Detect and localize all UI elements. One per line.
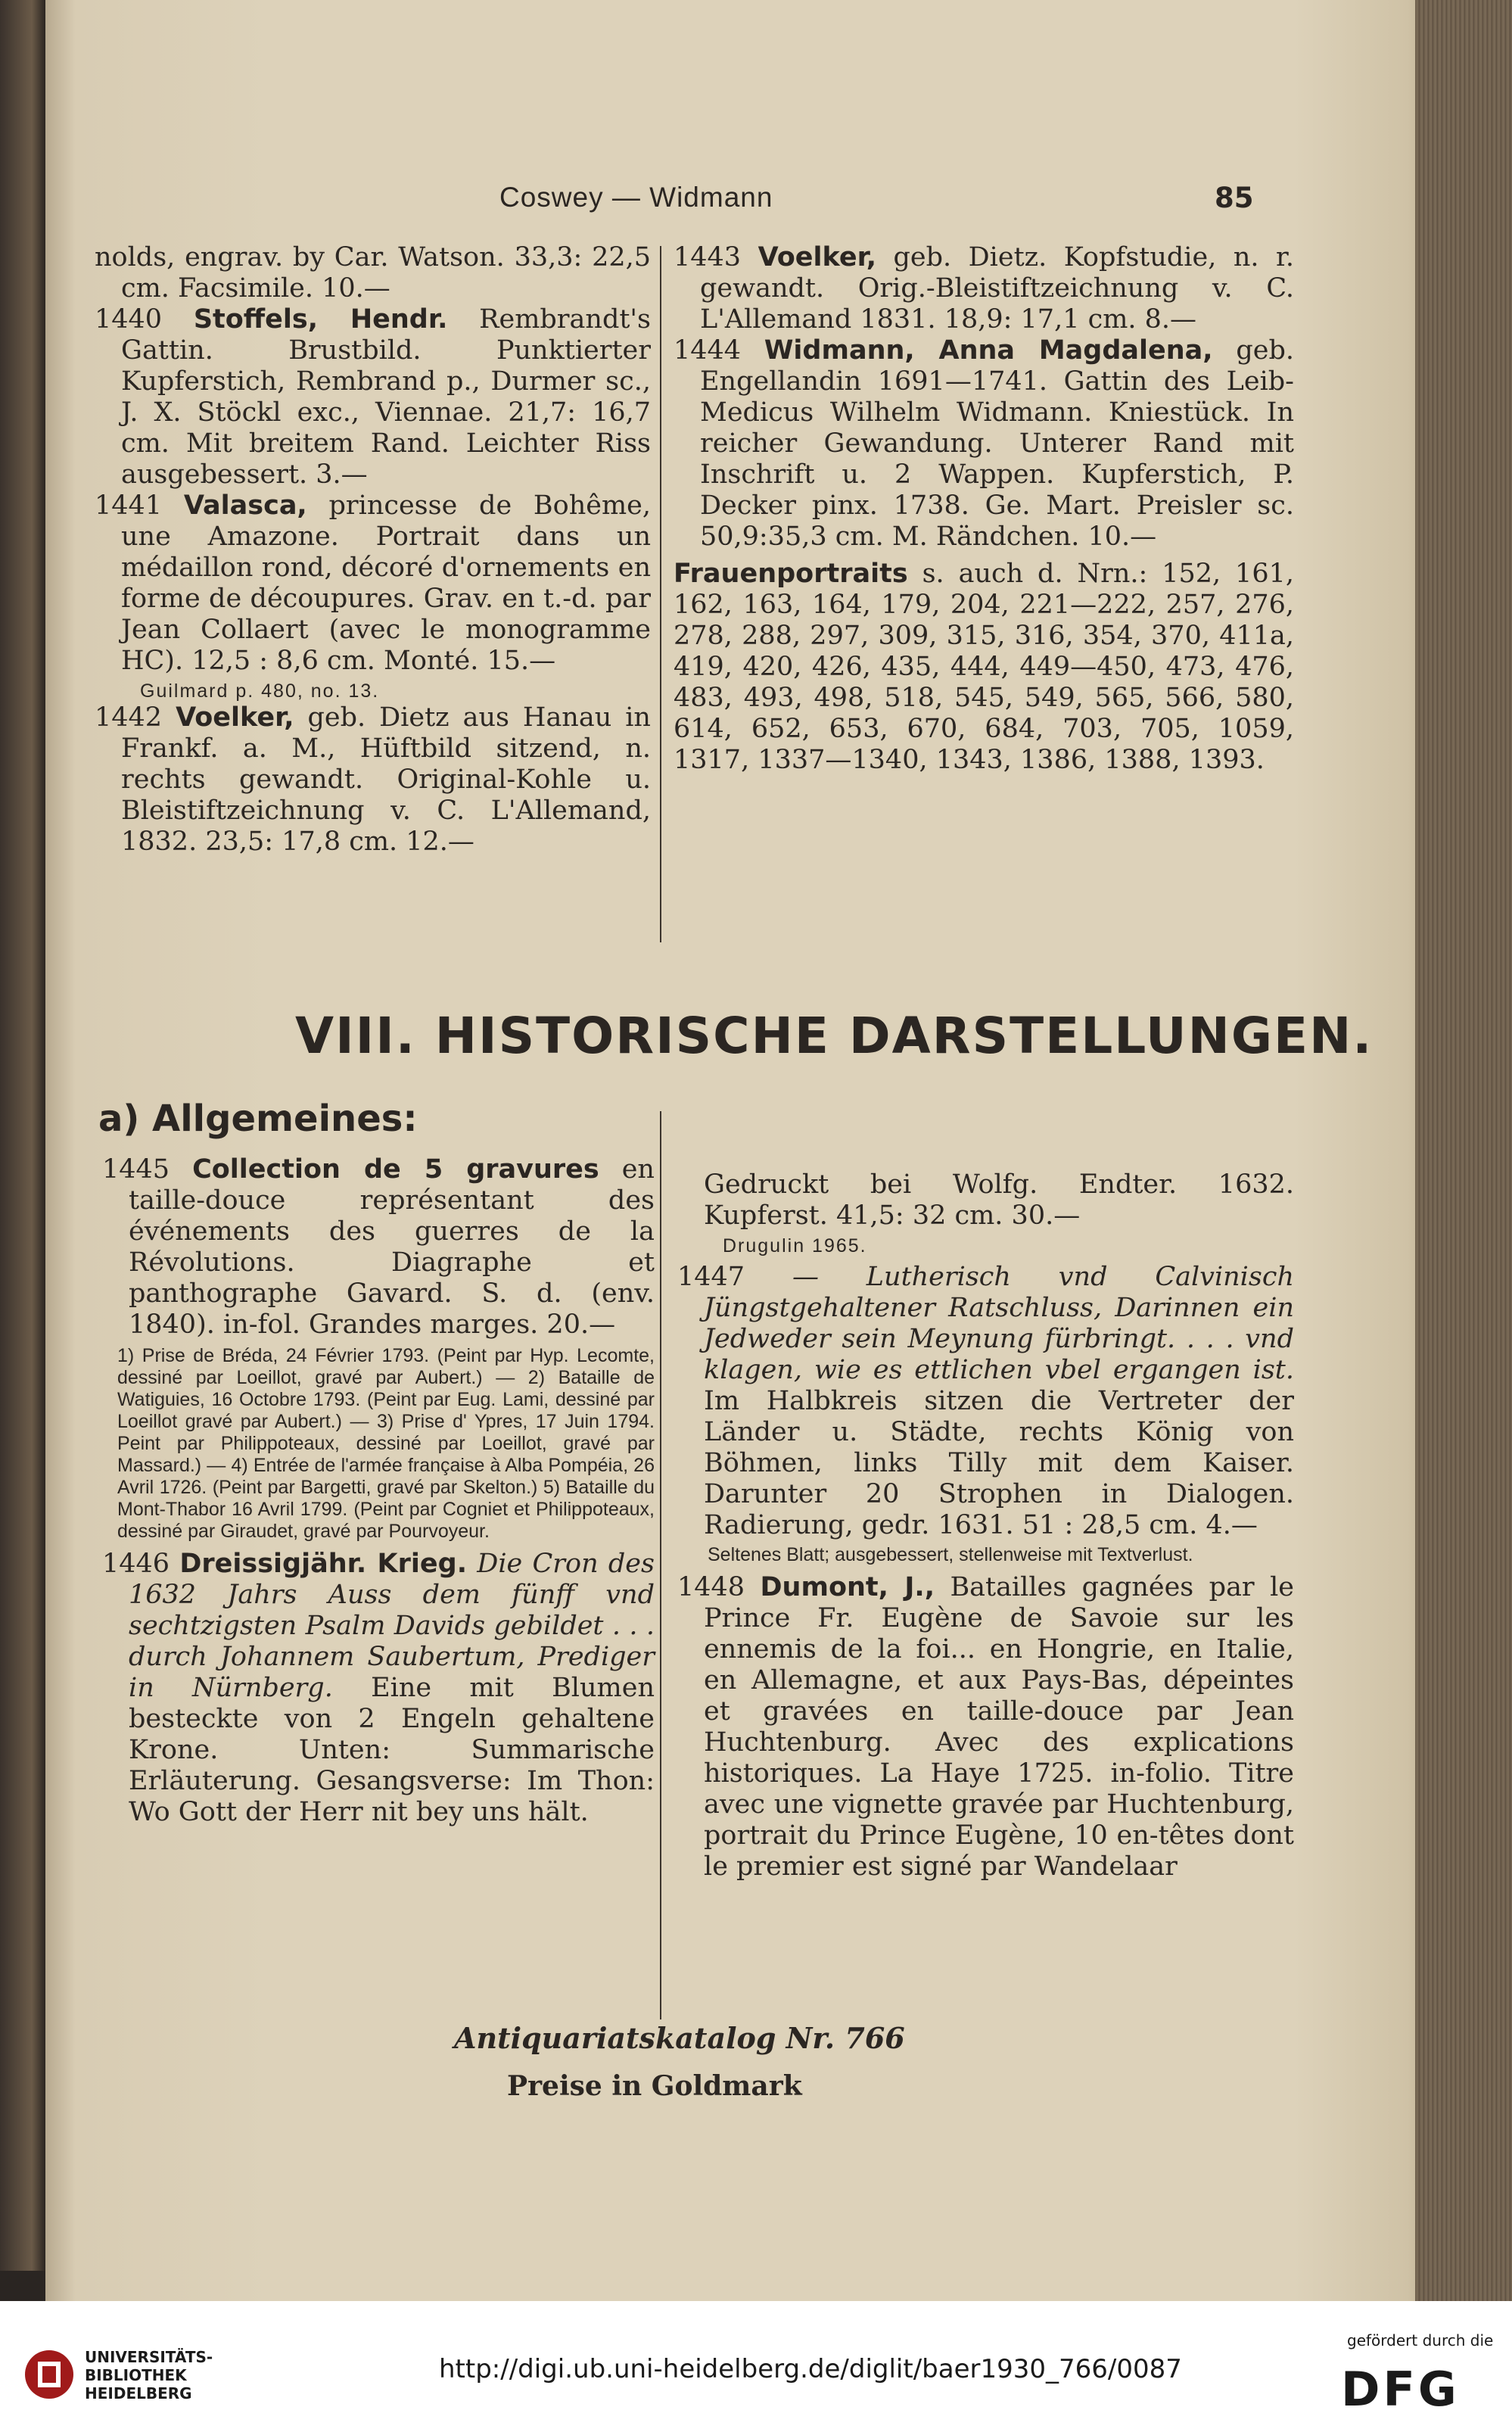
- entry-text: Rembrandt's Gattin. Brustbild. Punktierter Kupferstich, Rembrand p., Durmer sc., J. X. Stöckl exc., Viennae. 21,7: 16,7 cm. Mit breitem Rand. Leichter Riss ausgebessert. 3.—: [121, 304, 651, 490]
- catalog-entry: [677, 1262, 1294, 1541]
- entry-number: 1441: [95, 490, 163, 521]
- catalog-entry: [102, 1549, 655, 1828]
- university-seal-icon: [23, 2348, 76, 2401]
- entry-text: princesse de Bohême, une Amazone. Portrait dans un médaillon rond, décoré d'ornements en forme de découpures. Grav. en t.-d. par Jean Collaert (avec le monogramme HC). 12,5 : 8,6 cm. Monté. 15.—: [121, 490, 651, 676]
- page-number: 85: [1215, 182, 1254, 214]
- entry-text: s. auch d. Nrn.: 152, 161, 162, 163, 164, 179, 204, 221—222, 257, 276, 278, 288, 297, 309, 315, 316, 354, 370, 411a, 419, 420, 426, 435, 444, 449—450, 473, 476, 483, 493, 498, 518, 545, 549, 565, 566, 580, 614, 652, 653, 670, 684, 703, 705, 1059, 1317, 1337—1340, 1343, 1386, 1388, 1393.: [674, 559, 1294, 775]
- entry-text: Im Halbkreis sitzen die Vertreter der Länder u. Städte, rechts König von Böhmen, links Tilly mit dem Kaiser. Darunter 20 Strophen in Dialogen. Radierung, gedr. 1631. 51 : 28,5 cm. 4.—: [704, 1386, 1294, 1540]
- entry-number: 1445: [102, 1154, 170, 1185]
- entry-name: Dumont, J.,: [760, 1572, 935, 1602]
- dfg-logo: DFG: [1341, 2362, 1460, 2417]
- entry-name: Voelker,: [176, 702, 294, 733]
- entry-text: Batailles gagnées par le Prince Fr. Eugène de Savoie sur les ennemis de la foi... en Hongrie, en Italie, en Allemagne, et aux Pays-Bas, dépeintes et gravées en taille-douce par Jean Huchtenburg. Avec des explications historiques. La Haye 1725. in-folio. Titre avec une vignette gravée par Huchtenburg, portrait du Prince Eugène, 10 en-têtes dont le premier est signé par Wandelaar: [704, 1572, 1294, 1882]
- university-name: UNIVERSITÄTS- BIBLIOTHEK HEIDELBERG: [85, 2348, 213, 2402]
- entry-text: Gedruckt bei Wolfg. Endter. 1632. Kupferst. 41,5: 32 cm. 30.—: [704, 1169, 1294, 1231]
- catalog-page: [45, 0, 1468, 2301]
- entry-text: geb. Engellandin 1691—1741. Gattin des Leib-Medicus Wilhelm Widmann. Kniestück. In reicher Gewandung. Unterer Rand mit Inschrift u. 2 Wappen. Kupferstich, P. Decker pinx. 1738. Ge. Mart. Preisler sc. 50,9:35,3 cm. M. Rändchen. 10.—: [700, 335, 1294, 552]
- cross-reference: [674, 559, 1294, 776]
- entry-note: 1) Prise de Bréda, 24 Février 1793. (Peint par Hyp. Lecomte, dessiné par Loeillot, gravé par Aubert.) — 2) Bataille de Watiguies, 16 Octobre 1793. (Peint par Eug. Lami, dessiné par Loeillot gravé par Aubert.) — 3) Prise d' Ypres, 17 Juin 1794. Peint par Philippoteaux, dessiné par Loeillot, gravé par Massard.) — 4) Entrée de l'armée française à Alba Pompéia, 26 Avril 1726. (Peint par Bargetti, gravé par Skelton.) 5) Bataille du Mont-Thabor 16 Avril 1799. (Peint par Cogniet et Philippoteaux, dessiné par Giraudet, gravé par Pourvoyeur.: [117, 1345, 655, 1542]
- bibliographic-reference: Drugulin 1965.: [723, 1235, 867, 1256]
- catalog-entry: [95, 242, 651, 304]
- entry-text: nolds, engrav. by Car. Watson. 33,3: 22,5 cm. Facsimile. 10.—: [95, 242, 651, 304]
- entry-number: 1448: [677, 1572, 745, 1602]
- catalog-entry: [102, 1154, 655, 1341]
- book-edge: [1415, 0, 1512, 2301]
- bottom-left-column: [102, 1154, 655, 1828]
- entry-text: en taille-douce représentant des événements des guerres de la Révolutions. Diagraphe et panthographe Gavard. S. d. (env. 1840). in-fol. Grandes marges. 20.—: [129, 1154, 655, 1340]
- entry-text: Eine mit Blumen besteckte von 2 Engeln gehaltene Krone. Unten: Summarische Erläuterung. Gesangsverse: Im Thon: Wo Gott der Herr nit bey uns hält.: [129, 1673, 655, 1827]
- entry-note: Seltenes Blatt; ausgebessert, stellenweise mit Textverlust.: [708, 1544, 1193, 1565]
- prices-footer: Preise in Goldmark: [507, 2070, 802, 2102]
- column-divider: [660, 1111, 661, 2019]
- entry-number: 1440: [95, 304, 163, 335]
- entry-name: Dreissigjähr. Krieg.: [179, 1549, 467, 1579]
- digitization-banner: [0, 2301, 1512, 2432]
- entry-title: Die Cron des 1632 Jahrs Auss dem fünff vnd sechtzigsten Psalm Davids gebildet . . . durch Johannem Saubertum, Prediger in Nürnberg.: [129, 1549, 655, 1703]
- sponsor-label: gefördert durch die: [1347, 2331, 1494, 2349]
- entry-continuation: [677, 1169, 1294, 1232]
- adjacent-page-edge: [0, 0, 45, 2271]
- entry-name: Collection de 5 gravures: [192, 1154, 599, 1185]
- entry-name: Frauenportraits: [674, 559, 908, 589]
- catalog-entry: [95, 490, 651, 677]
- running-title: Coswey — Widmann: [499, 182, 773, 213]
- entry-text: geb. Dietz. Kopfstudie, n. r. gewandt. Orig.-Bleistiftzeichnung v. C. L'Allemand 1831. 18,9: 17,1 cm. 8.—: [700, 242, 1294, 335]
- catalog-entry: [674, 242, 1294, 335]
- entry-text: geb. Dietz aus Hanau in Frankf. a. M., Hüftbild sitzend, n. rechts gewandt. Original-Kohle u. Bleistiftzeichnung v. C. L'Allemand, 1832. 23,5: 17,8 cm. 12.—: [121, 702, 651, 857]
- entry-name: Stoffels, Hendr.: [193, 304, 448, 335]
- entry-number: 1444: [674, 335, 742, 366]
- subsection-title: a) Allgemeines:: [98, 1098, 418, 1140]
- entry-name: Valasca,: [183, 490, 307, 521]
- catalog-entry: [95, 702, 651, 858]
- column-divider: [660, 246, 661, 942]
- entry-number: 1447: [677, 1262, 745, 1292]
- catalog-footer: Antiquariatskatalog Nr. 766: [454, 2021, 905, 2055]
- catalog-entry: [95, 304, 651, 490]
- page-header: [45, 182, 1468, 227]
- entry-name: Voelker,: [758, 242, 877, 272]
- top-left-column: [95, 242, 651, 858]
- catalog-entry: [674, 335, 1294, 553]
- entry-title: — Lutherisch vnd Calvinisch Jüngstgehaltener Ratschluss, Darinnen ein Jedweder sein Meynung fürbringt. . . . vnd klagen, wie es ettlichen vbel ergangen ist.: [704, 1262, 1294, 1385]
- entry-number: 1443: [674, 242, 742, 272]
- bottom-right-column: [677, 1169, 1294, 1882]
- entry-number: 1442: [95, 702, 163, 733]
- top-right-column: [674, 242, 1294, 776]
- bibliographic-reference: Guilmard p. 480, no. 13.: [140, 680, 380, 702]
- entry-name: Widmann, Anna Magdalena,: [764, 335, 1213, 366]
- entry-number: 1446: [102, 1549, 170, 1579]
- section-title: VIII. HISTORISCHE DARSTELLUNGEN.: [295, 1007, 1374, 1065]
- source-url-link[interactable]: http://digi.ub.uni-heidelberg.de/diglit/baer1930_766/0087: [439, 2354, 1182, 2384]
- catalog-entry: [677, 1572, 1294, 1882]
